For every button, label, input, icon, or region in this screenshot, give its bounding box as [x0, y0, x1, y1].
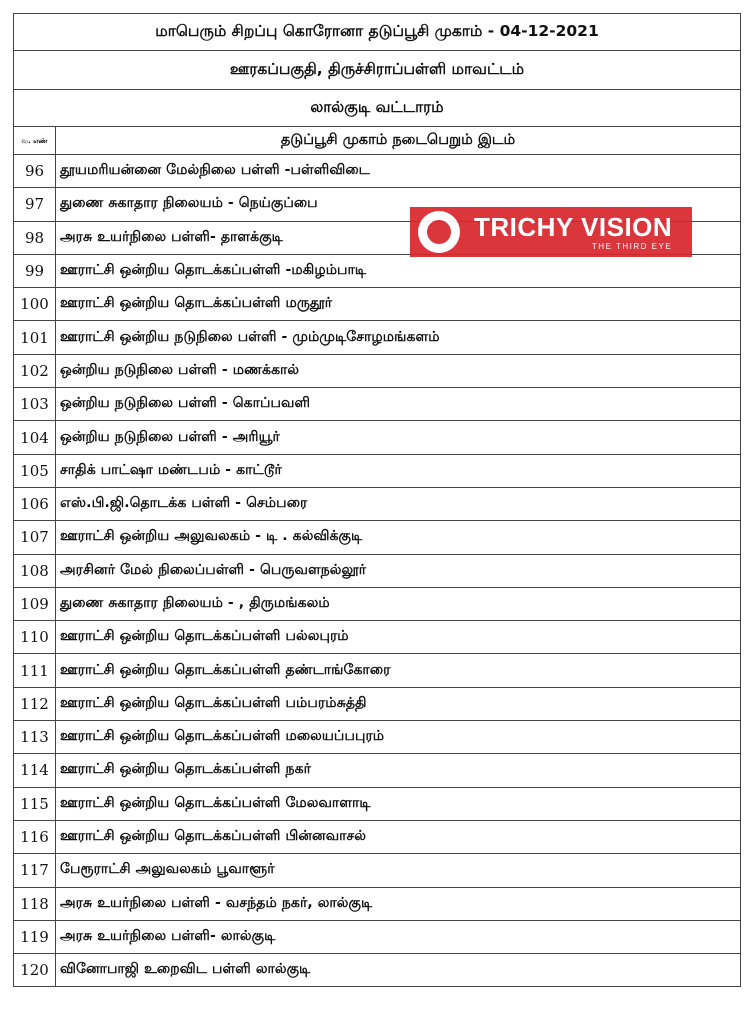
trichy-vision-watermark	[410, 207, 692, 257]
camp-location: ஒன்றிய நடுநிலை பள்ளி - மணக்கால்	[56, 354, 741, 387]
camp-location: ஊராட்சி ஒன்றிய தொடக்கப்பள்ளி மலையப்பபுரம்	[56, 721, 741, 754]
block-row	[14, 90, 741, 127]
serial-number: 117	[14, 854, 56, 887]
serial-number: 96	[14, 155, 56, 188]
camp-location: ஊராட்சி ஒன்றிய நடுநிலை பள்ளி - மும்முடிசோழமங்களம்	[56, 321, 741, 354]
table-row	[14, 920, 741, 953]
serial-number: 116	[14, 820, 56, 853]
table-row	[14, 820, 741, 853]
camp-location: துணை சுகாதார நிலையம் - நெய்குப்பை	[56, 188, 741, 221]
serial-number: 104	[14, 421, 56, 454]
column-header-row	[14, 127, 741, 155]
serial-number: 98	[14, 221, 56, 254]
serial-number: 101	[14, 321, 56, 354]
table-row	[14, 621, 741, 654]
table-row	[14, 521, 741, 554]
district-heading: ஊரகப்பகுதி, திருச்சிராப்பள்ளி மாவட்டம்	[14, 51, 741, 90]
table-row	[14, 587, 741, 620]
table-row	[14, 754, 741, 787]
place-column-header: தடுப்பூசி முகாம் நடைபெறும் இடம்	[56, 127, 741, 155]
serial-number: 106	[14, 487, 56, 520]
table-row	[14, 288, 741, 321]
camp-location: அரசு உயர்நிலை பள்ளி- தாளக்குடி	[56, 221, 741, 254]
table-row	[14, 321, 741, 354]
table-row	[14, 787, 741, 820]
serial-number: 97	[14, 188, 56, 221]
camp-location: ஊராட்சி ஒன்றிய தொடக்கப்பள்ளி பம்பரம்சுத்தி	[56, 687, 741, 720]
camp-location: ஊராட்சி ஒன்றிய தொடக்கப்பள்ளி பல்லபுரம்	[56, 621, 741, 654]
serial-number: 118	[14, 887, 56, 920]
camp-location: ஊராட்சி ஒன்றிய தொடக்கப்பள்ளி பின்னவாசல்	[56, 820, 741, 853]
page-title: மாபெரும் சிறப்பு கொரோனா தடுப்பூசி முகாம் - 04-12-2021	[14, 14, 741, 51]
serial-number: 119	[14, 920, 56, 953]
table-row	[14, 687, 741, 720]
table-row	[14, 254, 741, 287]
table-row	[14, 155, 741, 188]
table-row	[14, 388, 741, 421]
camp-location: ஊராட்சி ஒன்றிய அலுவலகம் - டி . கல்விக்குடி	[56, 521, 741, 554]
serial-number: 110	[14, 621, 56, 654]
table-row	[14, 554, 741, 587]
camp-location: தூயமரியன்னை மேல்நிலை பள்ளி -பள்ளிவிடை	[56, 155, 741, 188]
camp-location: அரசினர் மேல் நிலைப்பள்ளி - பெருவளநல்லூர்	[56, 554, 741, 587]
camp-location: ஊராட்சி ஒன்றிய தொடக்கப்பள்ளி நகர்	[56, 754, 741, 787]
table-row	[14, 721, 741, 754]
table-row	[14, 887, 741, 920]
table-row	[14, 421, 741, 454]
camp-table	[13, 13, 741, 987]
watermark-brand: TRICHY VISION	[474, 212, 673, 242]
camp-location: ஊராட்சி ஒன்றிய தொடக்கப்பள்ளி -மகிழம்பாடி	[56, 254, 741, 287]
camp-location: சாதிக் பாட்ஷா மண்டபம் - காட்டூர்	[56, 454, 741, 487]
serial-number: 120	[14, 954, 56, 987]
serial-column-header	[14, 127, 56, 155]
camp-location: எஸ்.பி.ஜி.தொடக்க பள்ளி - செம்பரை	[56, 487, 741, 520]
camp-location: ஒன்றிய நடுநிலை பள்ளி - கொப்பவளி	[56, 388, 741, 421]
table-row	[14, 354, 741, 387]
serial-number: 111	[14, 654, 56, 687]
table-row	[14, 654, 741, 687]
camp-location: ஊராட்சி ஒன்றிய தொடக்கப்பள்ளி தண்டாங்கோரை	[56, 654, 741, 687]
serial-number: 113	[14, 721, 56, 754]
watermark-tagline: THE THIRD EYE	[591, 242, 673, 251]
serial-number: 114	[14, 754, 56, 787]
serial-number: 109	[14, 587, 56, 620]
camp-location: அரசு உயர்நிலை பள்ளி - வசந்தம் நகர், லால்குடி	[56, 887, 741, 920]
serial-number: 112	[14, 687, 56, 720]
camp-schedule-sheet	[13, 13, 740, 987]
serial-number: 115	[14, 787, 56, 820]
serial-number: 102	[14, 354, 56, 387]
block-heading: லால்குடி வட்டாரம்	[14, 90, 741, 127]
camp-location: பேரூராட்சி அலுவலகம் பூவாளூர்	[56, 854, 741, 887]
table-row	[14, 954, 741, 987]
camp-location: ஊராட்சி ஒன்றிய தொடக்கப்பள்ளி மருதூர்	[56, 288, 741, 321]
district-row	[14, 51, 741, 90]
camp-location: வினோபாஜி உறைவிட பள்ளி லால்குடி	[56, 954, 741, 987]
camp-location: அரசு உயர்நிலை பள்ளி- லால்குடி	[56, 920, 741, 953]
eye-logo-icon	[418, 211, 460, 253]
watermark-text	[474, 213, 672, 251]
table-row	[14, 854, 741, 887]
camp-location: ஊராட்சி ஒன்றிய தொடக்கப்பள்ளி மேலவாளாடி	[56, 787, 741, 820]
serial-number: 100	[14, 288, 56, 321]
camp-location: துணை சுகாதார நிலையம் - , திருமங்கலம்	[56, 587, 741, 620]
serial-column-label: வ. எண்	[21, 136, 48, 145]
camp-location: ஒன்றிய நடுநிலை பள்ளி - அரியூர்	[56, 421, 741, 454]
serial-number: 99	[14, 254, 56, 287]
title-row	[14, 14, 741, 51]
serial-number: 108	[14, 554, 56, 587]
serial-number: 107	[14, 521, 56, 554]
table-row	[14, 454, 741, 487]
table-row	[14, 487, 741, 520]
serial-number: 103	[14, 388, 56, 421]
serial-number: 105	[14, 454, 56, 487]
